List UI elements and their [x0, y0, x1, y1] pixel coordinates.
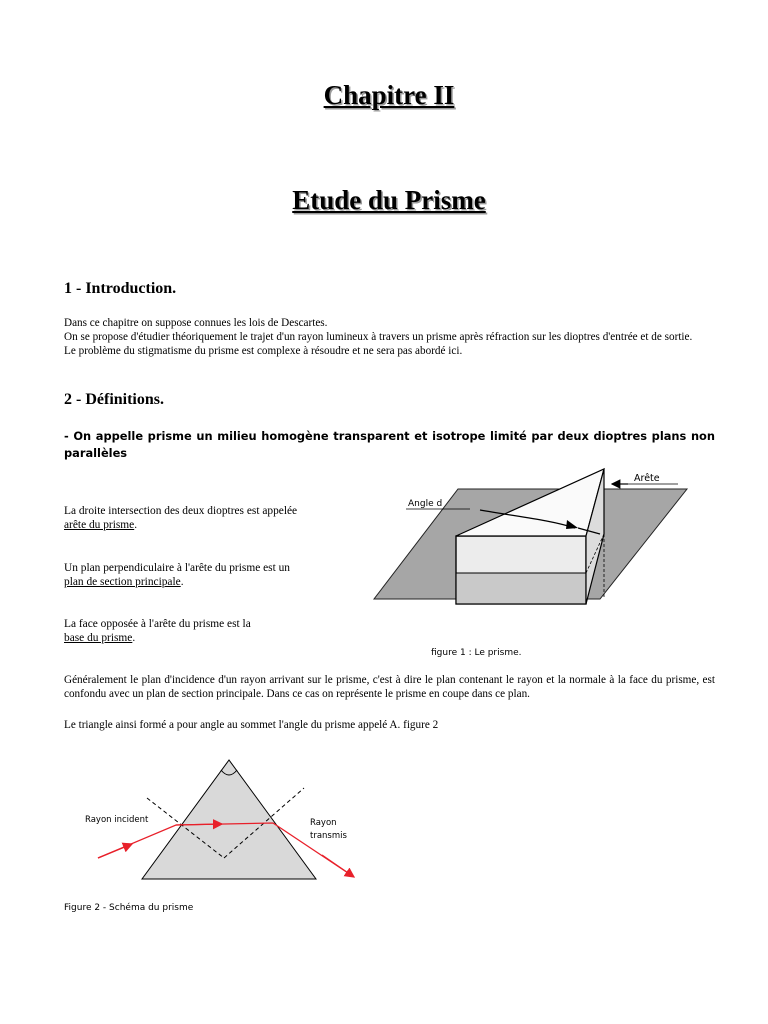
intro-line: On se propose d'étudier théoriquement le trajet d'un rayon lumineux à travers un prisme après réfraction sur les dioptres d'entrée et de sortie. [64, 331, 693, 344]
prism-definition: - On appelle prisme un milieu homogène transparent et isotrope limité par deux dioptres plans non parallèles [64, 429, 715, 460]
figure-1-caption: figure 1 : Le prisme. [431, 648, 522, 658]
figure-2-prism-schema [60, 750, 380, 900]
incident-ray-label: Rayon incident [85, 815, 149, 825]
plan-definition: Un plan perpendiculaire à l'arête du prisme est un plan de section principale. [64, 561, 336, 590]
arete-definition: La droite intersection des deux dioptres est appelée arête du prisme. [64, 504, 336, 533]
figure-2-caption: Figure 2 - Schéma du prisme [64, 903, 194, 913]
section-heading-introduction: 1 - Introduction. [64, 280, 177, 297]
intro-line: Dans ce chapitre on suppose connues les lois de Descartes. [64, 317, 328, 329]
arete-label: Arête [634, 473, 660, 484]
section-heading-definitions: 2 - Définitions. [64, 391, 164, 408]
plan-text: Un plan perpendiculaire à l'arête du prisme est un [64, 562, 290, 574]
arete-term: arête du prisme [64, 519, 135, 532]
angle-label: Angle d [408, 499, 443, 509]
plan-term: plan de section principale [64, 576, 181, 589]
intro-line: Le problème du stigmatisme du prisme est complexe à résoudre et ne sera pas abordé ici. [64, 345, 463, 358]
base-text: La face opposée à l'arête du prisme est la [64, 618, 251, 630]
triangle-paragraph: Le triangle ainsi formé a pour angle au sommet l'angle du prisme appelé A. figure 2 [64, 719, 439, 731]
transmitted-ray-label-1: Rayon [310, 818, 337, 828]
prism-triangle [142, 760, 316, 879]
page-title: Etude du Prisme [292, 185, 486, 215]
transmitted-ray-label-2: transmis [310, 831, 347, 841]
introduction-paragraph [64, 316, 715, 359]
base-definition: La face opposée à l'arête du prisme est la base du prisme. [64, 617, 336, 646]
incidence-paragraph: Généralement le plan d'incidence d'un rayon arrivant sur le prisme, c'est à dire le plan contenant le rayon et la normale à la face du prisme, est confondu avec un plan de section principale. Dans ce cas on représente le prisme en coupe dans ce plan. [64, 674, 715, 701]
arete-text: La droite intersection des deux dioptres est appelée [64, 505, 298, 517]
chapter-title: Chapitre II [323, 80, 455, 110]
base-term: base du prisme [64, 632, 133, 645]
figure-1-prism-diagram [360, 462, 700, 662]
